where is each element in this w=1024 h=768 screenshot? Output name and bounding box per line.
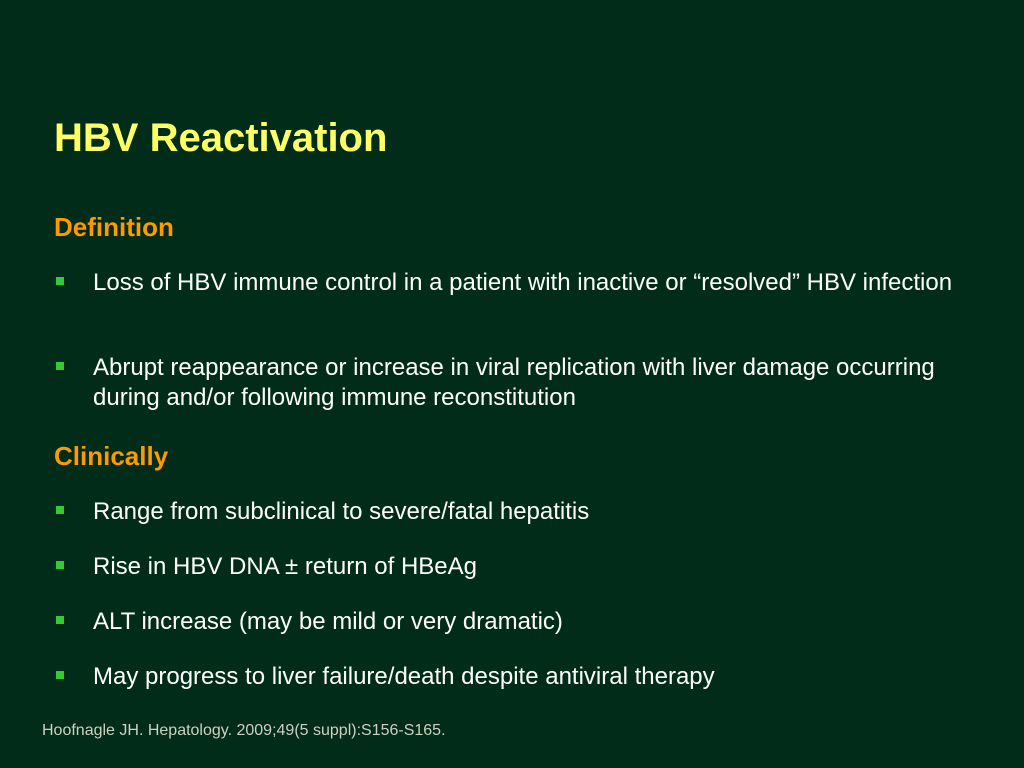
bullet-text: May progress to liver failure/death despite antiviral therapy: [93, 663, 715, 690]
definition-bullet-2: [54, 353, 974, 413]
bullet-text: Loss of HBV immune control in a patient with inactive or “resolved” HBV infection: [93, 269, 953, 296]
clinically-bullet-1: [54, 497, 974, 527]
clinically-bullet-4: [54, 662, 974, 692]
section-heading-clinically: Clinically: [54, 441, 169, 471]
definition-bullet-1: [54, 268, 974, 298]
square-bullet-icon: [54, 277, 66, 287]
square-bullet-icon: [54, 616, 66, 626]
bullet-text: ALT increase (may be mild or very dramatic): [93, 608, 563, 635]
clinically-bullet-3: [54, 607, 974, 637]
square-bullet-icon: [54, 506, 66, 516]
section-heading-definition: Definition: [54, 212, 174, 242]
square-bullet-icon: [54, 671, 66, 681]
bullet-text: Rise in HBV DNA ± return of HBeAg: [93, 553, 477, 580]
bullet-text: Range from subclinical to severe/fatal hepatitis: [93, 498, 590, 525]
square-bullet-icon: [54, 561, 66, 571]
slide-title: HBV Reactivation: [54, 116, 388, 160]
square-bullet-icon: [54, 362, 66, 372]
citation-footnote: Hoofnagle JH. Hepatology. 2009;49(5 suppl):S156-S165.: [42, 722, 446, 739]
clinically-bullet-2: [54, 552, 974, 582]
bullet-text: Abrupt reappearance or increase in viral replication with liver damage occurring during and/or following immune reconstitution: [93, 354, 935, 411]
